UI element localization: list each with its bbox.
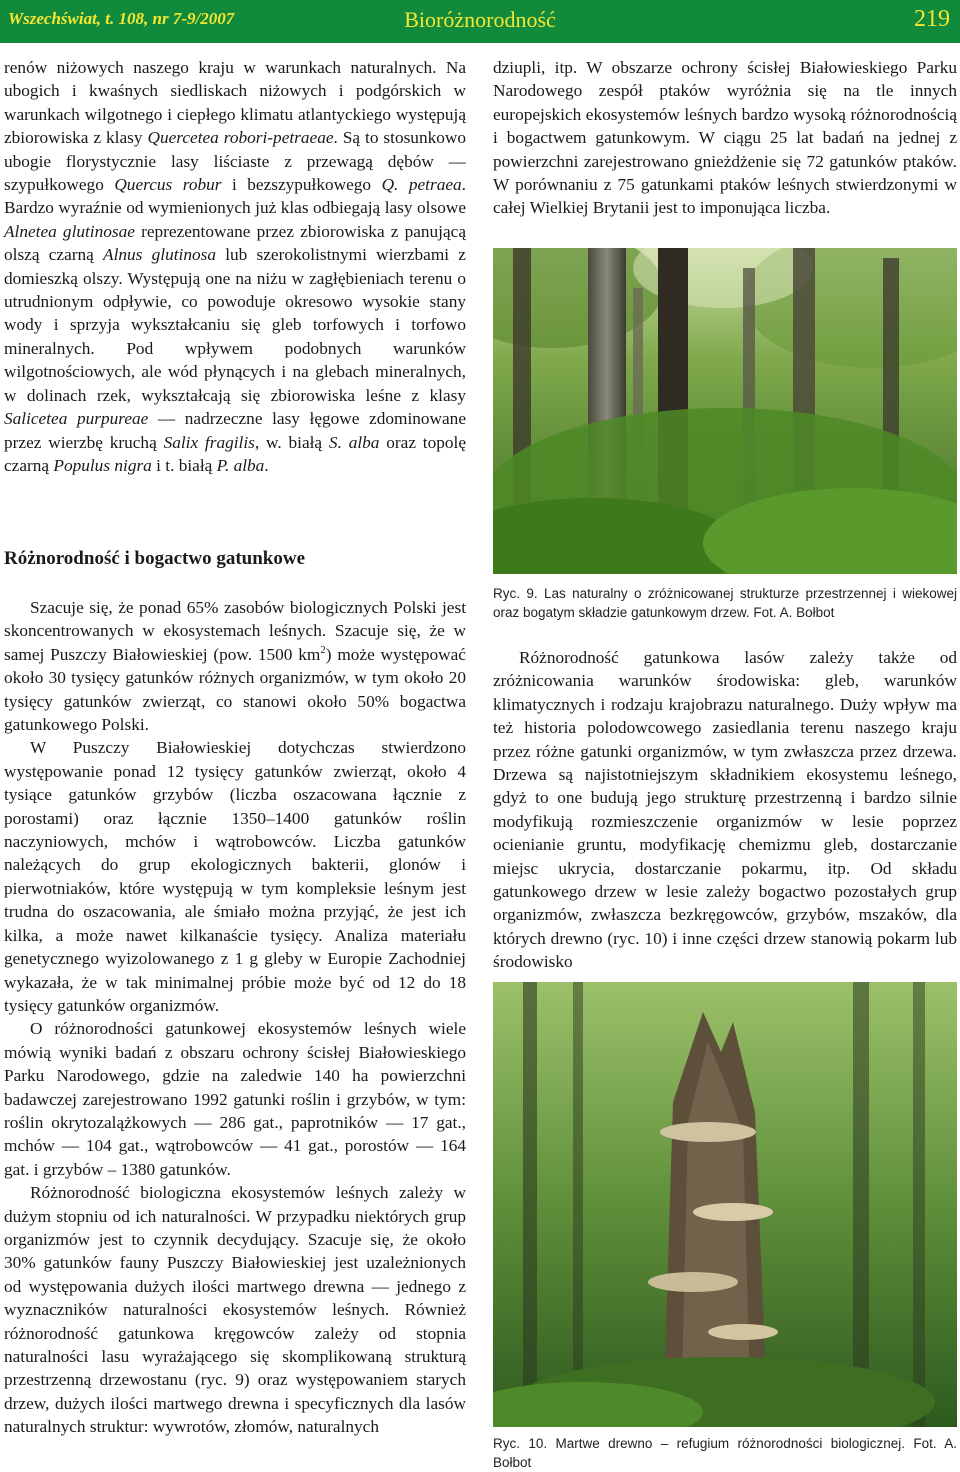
paragraph-birds: dziupli, itp. W obszarze ochrony ścisłej Białowieskiego Parku Narodowego zespół ptaków wyróżnia się na tle innych europejskich ekosystemów leśnych bardzo wysoką różnorodnością i bogactwem gatunkowym. W ciągu 25 lat badań na jednej z powierzchni zarejestrowano gnieżdżenie się 72 gatunków ptaków. W porównaniu z 75 gatunkami ptaków leśnych stwierdzonymi w całej Wielkiej Brytanii jest to imponująca liczba.	[493, 58, 957, 218]
page-number: 219	[914, 6, 950, 32]
paragraph-environment-diversity: Różnorodność gatunkowa lasów zależy także od zróżnicowania warunków środowiska: gleb, warunków klimatycznych i rodzaju krajobrazu naturalnego. Duży wpływ ma też historia polodowcowego zasiedlania terenu naszego kraju przez różne gatunki organizmów, w tym zwłaszcza przez drzewa. Drzewa są najistotniejszym składnikiem ekosystemu leśnego, gdyż to one budują jego strukturę przestrzenną i bardzo silnie modyfikują rozmieszczenie organizmów w lesie poprzez ocienianie gruntu, modyfikację chemizmu gleb, dostarczanie miejsc ukrycia, dostarczanie pokarmu, itp. Od składu gatunkowego drzew w lesie zależy bogactwo pozostałych grup organizmów, zwłaszcza bezkręgowców, grzybów, mszaków, dla których drewno (ryc. 10) i inne części drzew stanowią pokarm lub środowisko	[493, 648, 957, 972]
section-heading: Różnorodność i bogactwo gatunkowe	[4, 548, 306, 569]
figure-9-caption: Ryc. 9. Las naturalny o zróżnicowanej strukturze przestrzennej i wiekowej oraz bogatym składzie gatunkowym drzew. Fot. A. Bołbot	[493, 586, 957, 620]
journal-title: Wszechświat, t. 108, nr 7-9/2007	[8, 9, 235, 28]
paragraph-species-counts: W Puszczy Białowieskiej dotychczas stwierdzono występowanie ponad 12 tysięcy gatunków zwierząt, około 4 tysiące gatunków grzybów (liczba oszacowana łącznie z porostami) oraz łącznie 1350–1400 gatunków roślin naczyniowych, mchów i wątrobowców. Liczba gatunków należących do grup ekologicznych bakterii, glonów i pierwotniaków, które występują w tym kompleksie leśnym jest trudna do oszacowania, ale śmiało można przyjąć, że jest ich kilka, a może nawet kilkanaście tysięcy. Analiza materiału genetycznego wyizolowanego z 1 g gleby w Europie Zachodniej wykazała, że w tak minimalnej próbie może być od 12 do 18 tysięcy gatunków organizmów.	[4, 738, 466, 1015]
paragraph-bpn-research: O różnorodności gatunkowej ekosystemów leśnych wiele mówią wyniki badań z obszaru ochrony ścisłej Białowieskiego Parku Narodowego, gdzie na zaledwie 140 ha powierzchni badawczej zarejestrowano 1992 gatunki roślin i grzybów, w tym: roślin okrytozalążkowych — 286 gat., paprotników — 17 gat., mchów — 104 gat., wątrobowców — 41 gat., porostów — 164 gat. i grzybów – 1380 gatunków.	[4, 1019, 466, 1179]
left-column-top	[4, 56, 466, 477]
section-title: Bioróżnorodność	[404, 7, 556, 32]
page-header	[0, 0, 960, 43]
figure-9-forest-photo	[493, 248, 957, 574]
paragraph-biodiversity-estimate: Szacuje się, że ponad 65% zasobów biologicznych Polski jest skoncentrowanych w ekosystemach leśnych. Szacuje się, że w samej Puszczy Białowieskiej (pow. 1500 $km^2$) może występować około 30 tysięcy gatunków różnych organizmów, w tym około 20 tysięcy gatunków zwierząt, co stanowi około 50% bogactwa gatunkowego Polski.	[4, 598, 466, 735]
paragraph-naturalness: Różnorodność biologiczna ekosystemów leśnych zależy w dużym stopniu od ich naturalności. W przypadku niektórych grup organizmów jest to czynnik decydujący. Szacuje się, że około 30% gatunków fauny Puszczy Białowieskiej jest uzależnionych od występowania dużych ilości martwego drewna — jednego z wyznaczników naturalności ekosystemów leśnych. Również różnorodność gatunkowa kręgowców zależy od stopnia naturalności lasu wyrażającego się skomplikowaną strukturą przestrzenną drzewostanu (ryc. 9) oraz występowaniem starych drzew, dużych ilości martwego drewna i specyficznych dla lasów naturalnych struktur: wywrotów, złomów, naturalnych	[4, 1183, 466, 1437]
left-column-bottom	[4, 596, 466, 1439]
paragraph-forest-classes: renów niżowych naszego kraju w warunkach naturalnych. Na ubogich i kwaśnych siedliskach niżowych i podgórskich w warunkach wilgotnego i ciepłego klimatu atlantyckiego występują zbiorowiska z klasy Quercetea robori-petraeae. Są to stosunkowo ubogie florystycznie lasy liściaste z przewagą dębów — szypułkowego Quercus robur i bezszypułkowego Q. petraea. Bardzo wyraźnie od wymienionych już klas odbiegają lasy olsowe Alnetea glutinosae reprezentowane przez zbiorowiska z panującą olszą czarną Alnus glutinosa lub szerokolistnymi wierzbami z domieszką olszy. Występują one na niżu w zagłębieniach terenu o utrudnionym odpływie, co powoduje okresowo wysokie stany wody i sprzyja wykształcaniu się gleb torfowych i torfowo mineralnych. Pod wpływem podobnych warunków wilgotnościowych, ale wód płynących i na glebach mineralnych, w dolinach rzek, wykształcają się zbiorowiska leśne z klasy Salicetea purpureae — nadrzeczne lasy łęgowe zdominowane przez wierzbę kruchą Salix fragilis, w. białą S. alba oraz topolę czarną Populus nigra i t. białą P. alba.	[4, 58, 467, 475]
deadwood-image	[493, 982, 957, 1427]
forest-image	[493, 248, 957, 574]
right-column-top	[493, 56, 957, 220]
figure-10-deadwood-photo	[493, 982, 957, 1427]
figure-10-caption: Ryc. 10. Martwe drewno – refugium różnorodności biologicznej. Fot. A. Bołbot	[493, 1436, 957, 1470]
right-column-middle	[493, 646, 957, 974]
